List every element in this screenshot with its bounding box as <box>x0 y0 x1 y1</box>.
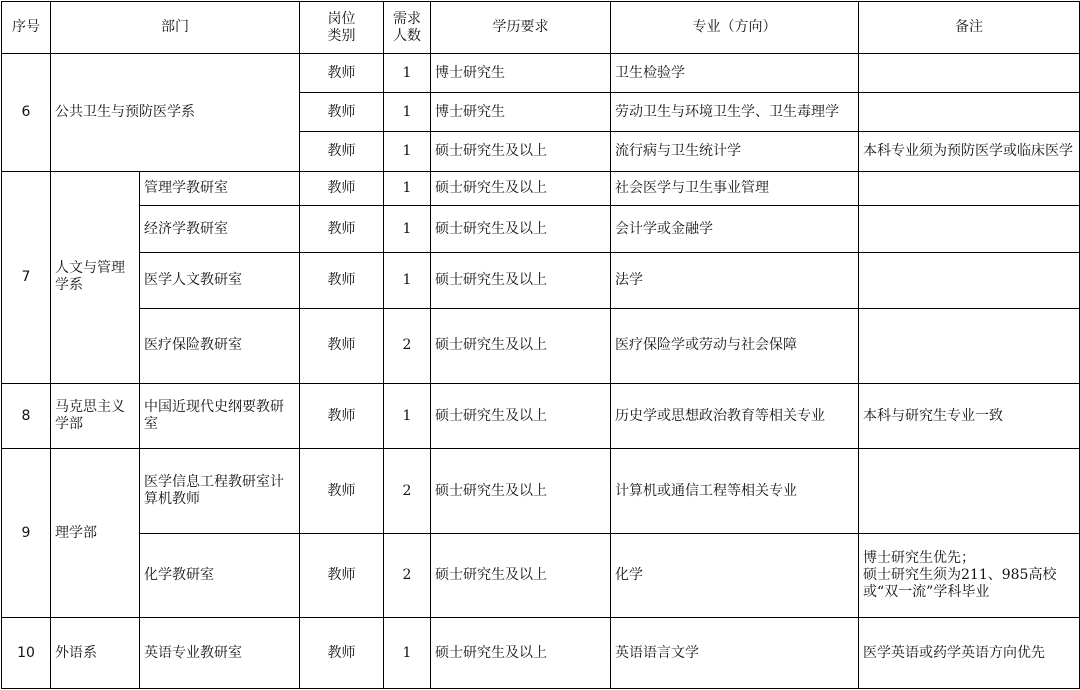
dept-cell: 理学部 <box>51 449 140 618</box>
education-cell: 硕士研究生及以上 <box>431 253 611 308</box>
seq-cell: 6 <box>2 54 51 172</box>
remark-line: 博士研究生优先； <box>863 550 975 567</box>
post-type-cell: 教师 <box>300 171 384 205</box>
education-cell: 博士研究生 <box>431 54 611 93</box>
post-type-cell: 教师 <box>300 533 384 618</box>
count-cell: 1 <box>384 132 431 171</box>
major-cell: 医疗保险学或劳动与社会保障 <box>611 308 859 383</box>
education-cell: 硕士研究生及以上 <box>431 132 611 171</box>
remark-line: 硕士研究生须为211、985高校或“双一流”学科毕业 <box>863 567 1057 601</box>
sub-dept-cell: 中国近现代史纲要教研室 <box>140 384 300 449</box>
dept-cell: 外语系 <box>51 618 140 689</box>
sub-dept-cell: 英语专业教研室 <box>140 618 300 689</box>
header-major: 专业（方向） <box>611 2 859 54</box>
post-type-cell: 教师 <box>300 449 384 534</box>
count-cell: 1 <box>384 384 431 449</box>
count-cell: 1 <box>384 618 431 689</box>
major-cell: 化学 <box>611 533 859 618</box>
header-row <box>2 2 1080 54</box>
remark-cell: 本科专业须为预防医学或临床医学 <box>859 132 1080 171</box>
sub-dept-cell: 管理学教研室 <box>140 171 300 205</box>
table-row <box>2 171 1080 205</box>
header-count-line1: 需求 <box>393 10 421 27</box>
seq-cell: 7 <box>2 171 51 383</box>
seq-cell: 8 <box>2 384 51 449</box>
major-cell: 流行病与卫生统计学 <box>611 132 859 171</box>
post-type-cell: 教师 <box>300 253 384 308</box>
major-cell: 社会医学与卫生事业管理 <box>611 171 859 205</box>
table-row <box>2 384 1080 449</box>
table-row <box>2 449 1080 534</box>
header-count <box>384 2 431 54</box>
sub-dept-cell: 经济学教研室 <box>140 205 300 252</box>
header-post-type <box>300 2 384 54</box>
header-education: 学历要求 <box>431 2 611 54</box>
header-remark: 备注 <box>859 2 1080 54</box>
dept-cell: 人文与管理学系 <box>51 171 140 383</box>
seq-cell: 9 <box>2 449 51 618</box>
major-cell: 会计学或金融学 <box>611 205 859 252</box>
dept-cell: 公共卫生与预防医学系 <box>51 54 300 172</box>
count-cell: 1 <box>384 171 431 205</box>
table-row <box>2 618 1080 689</box>
education-cell: 硕士研究生及以上 <box>431 308 611 383</box>
header-count-line2: 人数 <box>393 27 421 44</box>
post-type-cell: 教师 <box>300 384 384 449</box>
post-type-cell: 教师 <box>300 54 384 93</box>
table-row <box>2 253 1080 308</box>
sub-dept-cell: 医学人文教研室 <box>140 253 300 308</box>
education-cell: 硕士研究生及以上 <box>431 171 611 205</box>
major-cell: 历史学或思想政治教育等相关专业 <box>611 384 859 449</box>
header-post-type-line1: 岗位 <box>327 10 356 27</box>
major-cell: 劳动卫生与环境卫生学、卫生毒理学 <box>611 93 859 132</box>
remark-cell: 本科与研究生专业一致 <box>859 384 1080 449</box>
post-type-cell: 教师 <box>300 308 384 383</box>
remark-cell <box>859 171 1080 205</box>
sub-dept-cell: 医疗保险教研室 <box>140 308 300 383</box>
remark-cell <box>859 308 1080 383</box>
count-cell: 2 <box>384 533 431 618</box>
post-type-cell: 教师 <box>300 132 384 171</box>
remark-cell <box>859 54 1080 93</box>
education-cell: 硕士研究生及以上 <box>431 449 611 534</box>
major-cell: 计算机或通信工程等相关专业 <box>611 449 859 534</box>
education-cell: 硕士研究生及以上 <box>431 384 611 449</box>
table-row <box>2 308 1080 383</box>
sub-dept-cell: 医学信息工程教研室计算机教师 <box>140 449 300 534</box>
post-type-cell: 教师 <box>300 618 384 689</box>
count-cell: 1 <box>384 93 431 132</box>
table-row <box>2 205 1080 252</box>
count-cell: 2 <box>384 449 431 534</box>
education-cell: 硕士研究生及以上 <box>431 533 611 618</box>
count-cell: 1 <box>384 253 431 308</box>
header-dept: 部门 <box>51 2 300 54</box>
seq-cell: 10 <box>2 618 51 689</box>
major-cell: 法学 <box>611 253 859 308</box>
remark-cell <box>859 533 1080 618</box>
table-row <box>2 54 1080 93</box>
header-post-type-line2: 类别 <box>327 27 356 44</box>
recruitment-table <box>1 1 1080 689</box>
table-row <box>2 533 1080 618</box>
education-cell: 硕士研究生及以上 <box>431 618 611 689</box>
remark-cell <box>859 449 1080 534</box>
remark-cell <box>859 205 1080 252</box>
major-cell: 卫生检验学 <box>611 54 859 93</box>
education-cell: 硕士研究生及以上 <box>431 205 611 252</box>
count-cell: 1 <box>384 54 431 93</box>
remark-cell <box>859 253 1080 308</box>
count-cell: 1 <box>384 205 431 252</box>
post-type-cell: 教师 <box>300 93 384 132</box>
remark-cell: 医学英语或药学英语方向优先 <box>859 618 1080 689</box>
header-seq: 序号 <box>2 2 51 54</box>
dept-cell: 马克思主义学部 <box>51 384 140 449</box>
sub-dept-cell: 化学教研室 <box>140 533 300 618</box>
remark-cell <box>859 93 1080 132</box>
major-cell: 英语语言文学 <box>611 618 859 689</box>
education-cell: 博士研究生 <box>431 93 611 132</box>
post-type-cell: 教师 <box>300 205 384 252</box>
count-cell: 2 <box>384 308 431 383</box>
